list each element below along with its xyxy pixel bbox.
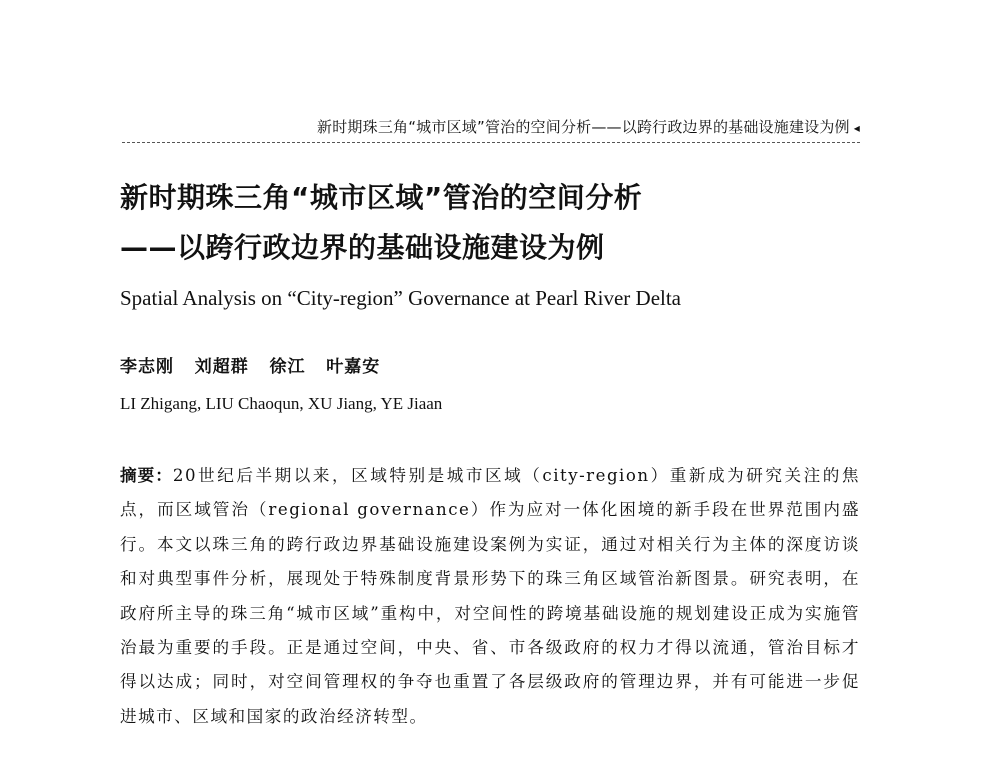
abstract [120, 458, 860, 734]
abstract-label: 摘要： [120, 465, 173, 485]
header-rule [122, 142, 860, 143]
authors-en: LI Zhigang, LIU Chaoqun, XU Jiang, YE Jiaan [120, 394, 443, 413]
article-subtitle-zh: ——以跨行政边界的基础设施建设为例 [120, 231, 605, 264]
abstract-text: 20世纪后半期以来，区域特别是城市区域（city-region）重新成为研究关注的焦点，而区域管治（regional governance）作为应对一体化困境的新手段在世界范围内盛行。本文以珠三角的跨行政边界基础设施建设案例为实证，通过对相关行为主体的深度访谈和对典型事件分析，展现处于特殊制度背景形势下的珠三角区域管治新图景。研究表明，在政府所主导的珠三角“城市区域”重构中，对空间性的跨境基础设施的规划建设正成为实施管治最为重要的手段。正是通过空间，中央、省、市各级政府的权力才得以流通，管治目标才得以达成；同时，对空间管理权的争夺也重置了各层级政府的管理边界，并有可能进一步促进城市、区域和国家的政治经济转型。 [120, 466, 860, 726]
article-title-en: Spatial Analysis on “City-region” Governance at Pearl River Delta [120, 286, 682, 310]
article-title-zh: 新时期珠三角“城市区域”管治的空间分析 [120, 181, 643, 214]
header-marker-icon: ◂ [853, 121, 860, 135]
authors-zh: 李志刚 刘超群 徐江 叶嘉安 [120, 357, 381, 377]
running-header [122, 116, 860, 137]
running-header-text: 新时期珠三角“城市区域”管治的空间分析——以跨行政边界的基础设施建设为例 [317, 118, 850, 136]
